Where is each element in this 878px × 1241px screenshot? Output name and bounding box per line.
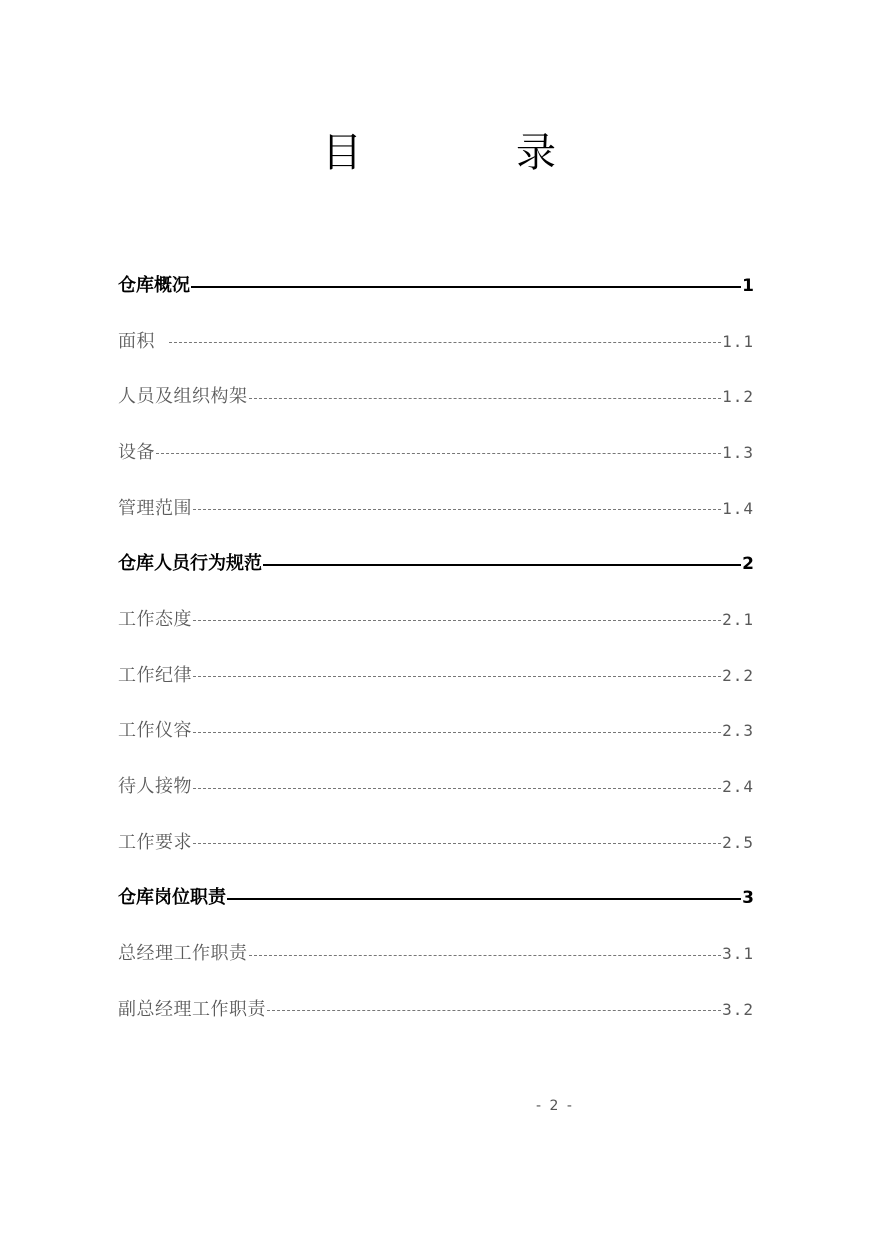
toc-title: [0, 128, 878, 178]
toc-entry-page: 2: [742, 554, 754, 575]
toc-entry-section[interactable]: [118, 592, 754, 648]
toc-entry-label: 管理范围: [118, 497, 192, 519]
toc-entry-page: 2.3: [722, 721, 754, 741]
toc-entry-label: 面积: [118, 330, 155, 352]
toc-entry-section[interactable]: [118, 815, 754, 871]
toc-entry-label: 副总经理工作职责: [118, 998, 266, 1020]
toc-leader-line: [227, 898, 741, 900]
toc-entry-page: 2.2: [722, 665, 754, 685]
toc-leader-line: [249, 955, 722, 956]
toc-entry-chapter[interactable]: [118, 536, 754, 592]
toc-entry-section[interactable]: [118, 314, 754, 370]
toc-entry-page: 1: [742, 275, 754, 296]
toc-entry-page: 3.1: [722, 944, 754, 964]
toc-leader-line: [249, 398, 722, 399]
toc-entry-section[interactable]: [118, 648, 754, 704]
toc-entry-page: 1.1: [722, 331, 754, 351]
toc-leader-line: [193, 676, 721, 677]
toc-entry-label: 工作要求: [118, 831, 192, 853]
toc-entry-section[interactable]: [118, 481, 754, 537]
toc-leader-line: [156, 453, 721, 454]
toc-entry-section[interactable]: [118, 704, 754, 760]
table-of-contents: [118, 258, 754, 1038]
toc-entry-label: 人员及组织构架: [118, 386, 248, 408]
toc-leader-line: [193, 843, 721, 844]
toc-entry-chapter[interactable]: [118, 258, 754, 314]
page-number: - 2 -: [536, 1098, 574, 1114]
toc-entry-label: 工作纪律: [118, 664, 192, 686]
toc-entry-page: 3.2: [722, 999, 754, 1019]
toc-entry-label: 仓库岗位职责: [118, 887, 226, 909]
toc-entry-section[interactable]: [118, 982, 754, 1038]
toc-entry-label: 仓库人员行为规范: [118, 553, 262, 575]
toc-entry-section[interactable]: [118, 369, 754, 425]
toc-title-char-2: 录: [516, 130, 556, 176]
toc-entry-page: 1.2: [722, 387, 754, 407]
toc-leader-line: [267, 1010, 721, 1011]
toc-entry-label: 待人接物: [118, 776, 192, 798]
toc-entry-page: 3: [742, 888, 754, 909]
toc-entry-label: 设备: [118, 441, 155, 463]
toc-leader-line: [193, 788, 721, 789]
toc-entry-page: 1.3: [722, 442, 754, 462]
toc-entry-section[interactable]: [118, 926, 754, 982]
toc-leader-line: [193, 509, 721, 510]
toc-entry-page: 1.4: [722, 498, 754, 518]
toc-entry-label: 工作态度: [118, 608, 192, 630]
toc-leader-line: [263, 564, 741, 566]
toc-title-char-1: 目: [322, 130, 362, 176]
toc-entry-page: 2.5: [722, 832, 754, 852]
toc-entry-page: 2.4: [722, 777, 754, 797]
toc-leader-line: [191, 286, 741, 288]
toc-leader-line: [193, 620, 721, 621]
toc-leader-line: [193, 732, 721, 733]
toc-entry-label: 工作仪容: [118, 720, 192, 742]
toc-entry-chapter[interactable]: [118, 871, 754, 927]
toc-entry-label: 仓库概况: [118, 274, 190, 296]
toc-entry-section[interactable]: [118, 759, 754, 815]
toc-entry-section[interactable]: [118, 425, 754, 481]
toc-entry-page: 2.1: [722, 609, 754, 629]
toc-leader-line: [169, 342, 721, 343]
toc-entry-label: 总经理工作职责: [118, 943, 248, 965]
